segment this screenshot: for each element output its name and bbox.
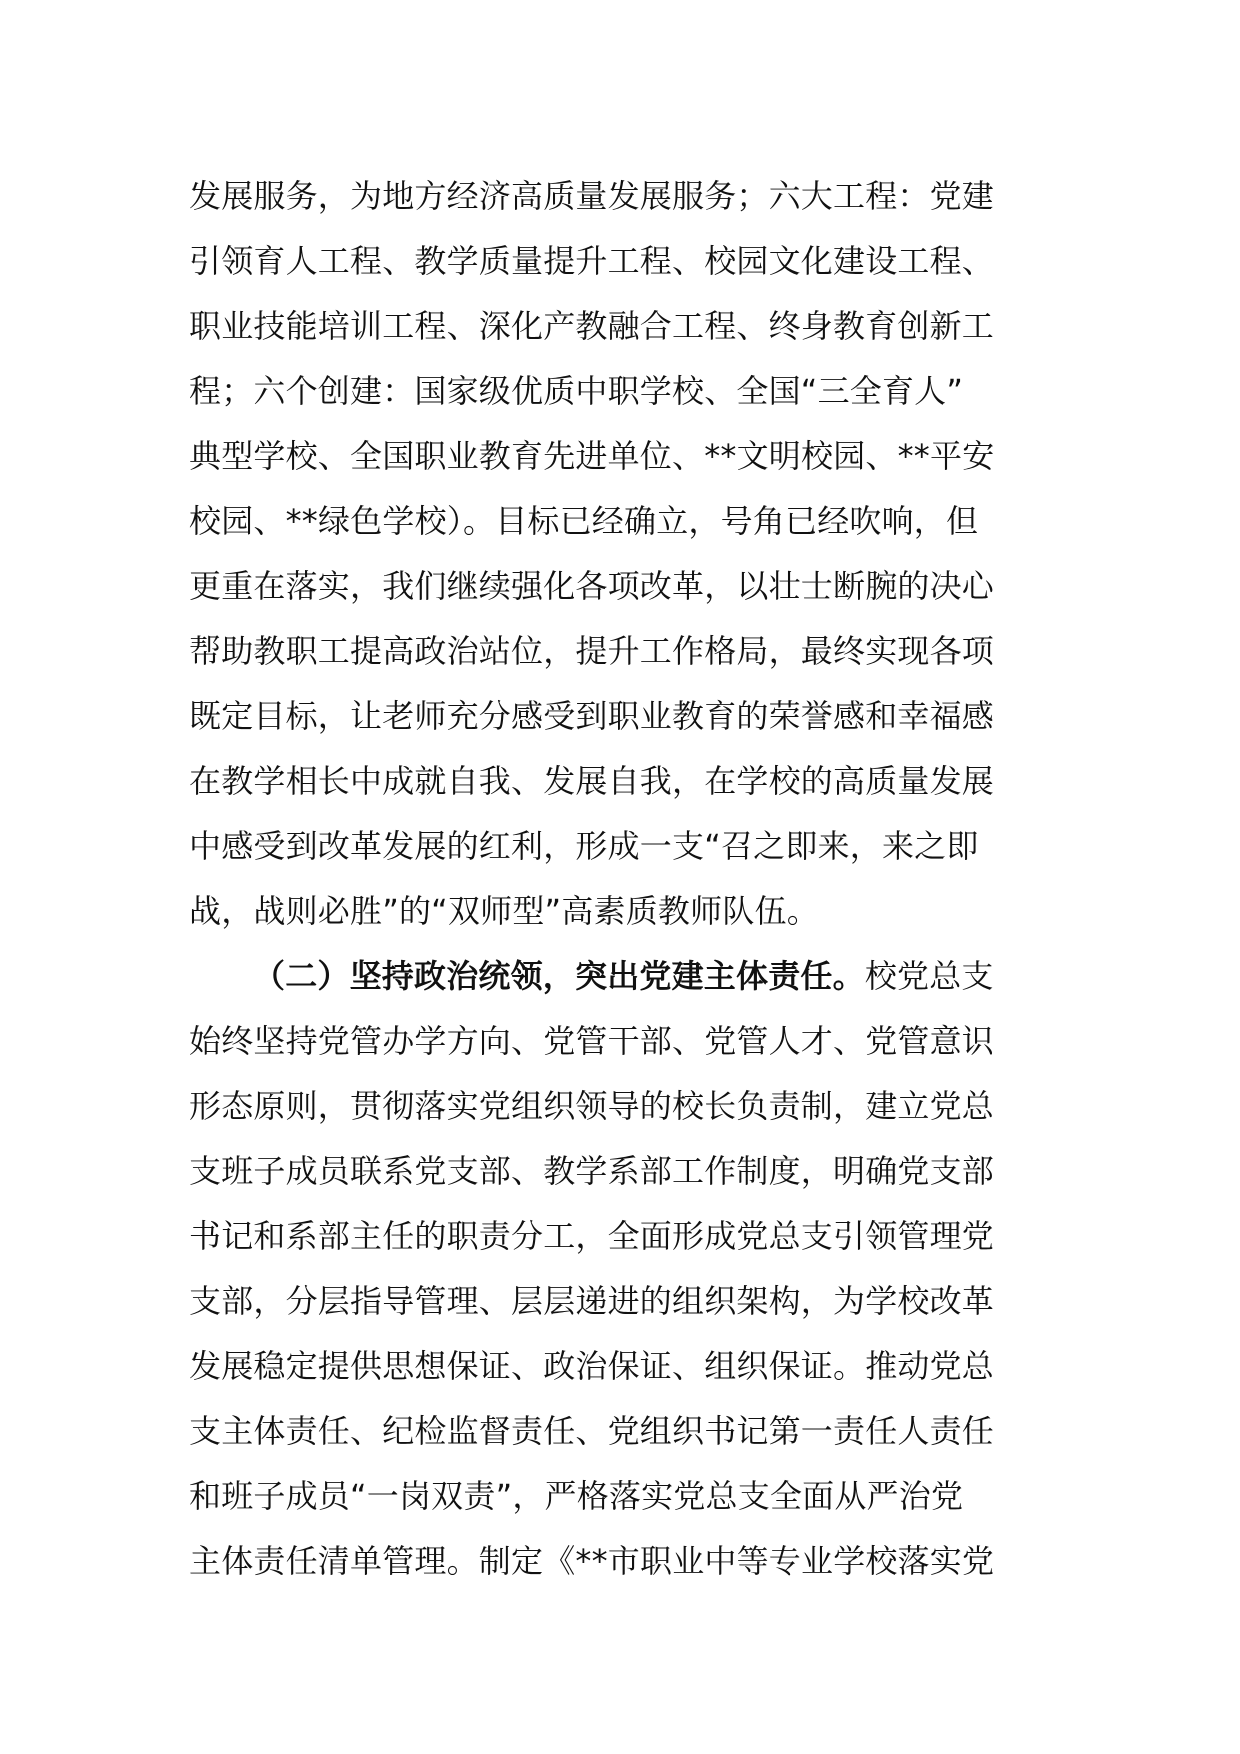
body-text-line: 战，战则必胜”的“双师型”高素质教师队伍。 <box>189 892 819 930</box>
section-heading-line <box>189 950 1059 1002</box>
body-text-line: 既定目标，让老师充分感受到职业教育的荣誉感和幸福感 <box>189 697 995 735</box>
body-text-line: 校园、**绿色学校）。目标已经确立，号角已经吹响，但 <box>189 502 979 540</box>
body-text-line: 支主体责任、纪检监督责任、党组织书记第一责任人责任 <box>189 1412 995 1450</box>
body-text-line: 始终坚持党管办学方向、党管干部、党管人才、党管意识 <box>189 1022 995 1060</box>
body-text-line: 引领育人工程、教学质量提升工程、校园文化建设工程、 <box>189 242 995 280</box>
body-text-line: 程；六个创建：国家级优质中职学校、全国“三全育人” <box>189 372 964 410</box>
body-text-line: 支部，分层指导管理、层层递进的组织架构，为学校改革 <box>189 1282 995 1320</box>
body-text-line: 主体责任清单管理。制定《**市职业中等专业学校落实党 <box>189 1542 995 1580</box>
body-text-line: 更重在落实，我们继续强化各项改革，以壮士断腕的决心 <box>189 567 995 605</box>
body-text-line: 中感受到改革发展的红利，形成一支“召之即来，来之即 <box>189 827 979 865</box>
body-text-line: 典型学校、全国职业教育先进单位、**文明校园、**平安 <box>189 437 995 475</box>
body-text-line: 书记和系部主任的职责分工，全面形成党总支引领管理党 <box>189 1217 995 1255</box>
section-heading-continuation: 校党总支 <box>864 957 994 995</box>
body-text-line: 在教学相长中成就自我、发展自我，在学校的高质量发展 <box>189 762 995 800</box>
body-text-line: 发展服务，为地方经济高质量发展服务；六大工程：党建 <box>189 177 995 215</box>
body-text-line: 职业技能培训工程、深化产教融合工程、终身教育创新工 <box>189 307 995 345</box>
body-text-line: 支班子成员联系党支部、教学系部工作制度，明确党支部 <box>189 1152 995 1190</box>
body-text-line: 帮助教职工提高政治站位，提升工作格局，最终实现各项 <box>189 632 995 670</box>
body-text-line: 和班子成员“一岗双责”，严格落实党总支全面从严治党 <box>189 1477 964 1515</box>
body-text-line: 形态原则，贯彻落实党组织领导的校长负责制，建立党总 <box>189 1087 995 1125</box>
body-text-line: 发展稳定提供思想保证、政治保证、组织保证。推动党总 <box>189 1347 995 1385</box>
section-heading: （二）坚持政治统领，突出党建主体责任。 <box>253 957 865 995</box>
